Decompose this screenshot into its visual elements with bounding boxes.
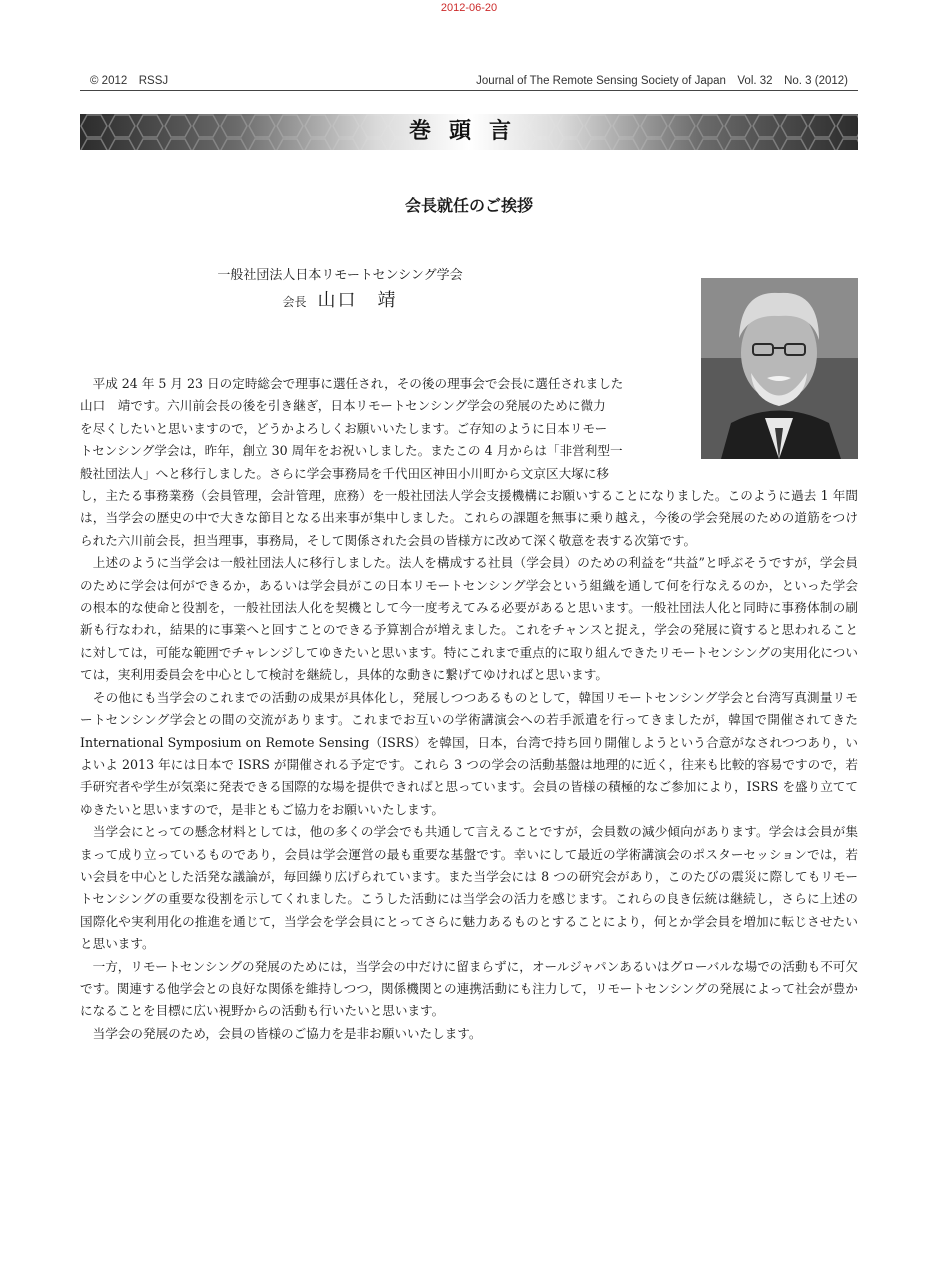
journal-header (80, 72, 858, 91)
paragraph-text: 当学会にとっての懸念材料としては，他の多くの学会でも共通して言えることですが，会員数の減少傾向があります。学会は会員が集まって成り立っているものであり，会員は学会運営の最も重要な基盤です。幸いにして最近の学術講演会のポスターセッションでは，若い会員を中心とした活発な議論が，毎回繰り広げられています。また当学会には 8 つの研究会があり，このたびの震災に際してもリモートセンシングの重要な役割を示してくれました。こうした活動には当学会の活力を感じます。これらの良き伝統は継続し，さらに上述の国際化や実利用化の推進を通じて，当学会を学会員にとってさらに魅力あるものとすることにより，何とか学会員を増加に転じさせたいと思います。 (80, 824, 858, 952)
copyright-notice: © 2012 RSSJ (90, 75, 169, 87)
paragraph-text: その他にも当学会のこれまでの活動の成果が具体化し，発展しつつあるものとして，韓国リモートセンシング学会と台湾写真測量リモートセンシング学会との間の交流があります。これまでお互いの学術講演会への若手派遣を行ってきましたが，韓国で開催されてきた International Symposium on Remote Sensing（ISRS）を韓国，日本，台湾で持ち回り開催しようという合意がなされつつあり，いよいよ 2013 年には日本で ISRS が開催される予定です。これら 3 つの学会の活動基盤は地理的に近く，往来も比較的容易ですので，若手研究者や学生が気楽に発表できる国際的な場を提供できればと思っています。会員の皆様の積極的なご参加により，ISRS を盛り立ててゆきたいと思いますので，是非ともご協力をお願いいたします。 (80, 689, 859, 817)
wrapped-line: 平成 24 年 5 月 23 日の定時総会で理事に選任され，その後の理事会で会長に選任されました (80, 376, 624, 391)
article-title: 会長就任のご挨拶 (404, 196, 533, 215)
wrapped-line: 山口 靖です。六川前会長の後を引き継ぎ，日本リモートセンシング学会の発展のために微力 (80, 398, 606, 414)
section-banner (80, 114, 858, 150)
paragraph-4 (80, 821, 858, 955)
paragraph-text: 上述のように当学会は一般社団法人に移行しました。法人を構成する社員（学会員）のための利益を“共益”と呼ぶそうですが，学会員のために学会は何ができるか，あるいは学会員がこの日本リモートセンシング学会という組織を通して何を行なえるのか，といった学会の根本的な使命と役割を，一般社団法人化を契機として今一度考えてみる必要があると思います。一般社団法人化と同時に事務体制の刷新も行なわれ，結果的に事業へと回すことのできる予算割合が増えました。これをチャンスと捉え，学会の発展に資すると思われることに対しては，可能な範囲でチャレンジしてゆきたいと思います。特にこれまで重点的に取り組んできたリモートセンシングの実用化については，実利用委員会を中心として検討を継続し，具体的な動きに繋げてゆければと思います。 (80, 555, 858, 683)
paragraph-3 (80, 687, 858, 821)
paragraph-text: し，主たる事務業務（会員管理，会計管理，庶務）を一般社団法人学会支援機構にお願いすることになりました。このように過去 1 年間は，当学会の歴史の中で大きな節目となる出来事が集中しました。これらの課題を無事に乗り越え，今後の学会発展のための道筋をつけられた六川前会長，担当理事，事務局，そして関係された会員の皆様方に改めて深く敬意を表する次第です。 (80, 488, 858, 548)
paragraph-1 (80, 373, 858, 552)
paragraph-6 (80, 1023, 858, 1045)
paragraph-2 (80, 552, 858, 686)
author-role: 会長 (282, 295, 307, 309)
wrapped-line: 般社団法人」へと移行しました。さらに学会事務局を千代田区神田小川町から文京区大塚に移 (80, 465, 609, 481)
article-body (80, 373, 858, 1045)
paragraph-text: 一方，リモートセンシングの発展のためには，当学会の中だけに留まらずに，オールジャパンあるいはグローバルな場での活動も不可欠です。関連する他学会との良好な関係を維持しつつ，関係機関との連携活動にも注力して，リモートセンシングの発展によって社会が豊かになることを目標に広い視野からの活動も行いたいと思います。 (80, 958, 858, 1019)
journal-citation: Journal of The Remote Sensing Society of Japan Vol. 32 No. 3 (2012) (476, 75, 848, 87)
wrapped-line: を尽くしたいと思いますので，どうかよろしくお願いいたします。ご存知のように日本リモー (80, 420, 608, 436)
author-line (80, 286, 600, 312)
wrapped-line: トセンシング学会は，昨年，創立 30 周年をお祝いしました。またこの 4 月からは「非営利型一 (80, 443, 623, 459)
paragraph-5 (80, 956, 858, 1023)
author-organization: 一般社団法人日本リモートセンシング学会 (217, 268, 463, 283)
paragraph-text: 当学会の発展のため，会員の皆様のご協力を是非お願いいたします。 (92, 1025, 482, 1041)
author-name: 山口 靖 (317, 290, 398, 311)
date-stamp: 2012-06-20 (440, 2, 498, 14)
section-title: 巻頭言 (408, 119, 529, 144)
